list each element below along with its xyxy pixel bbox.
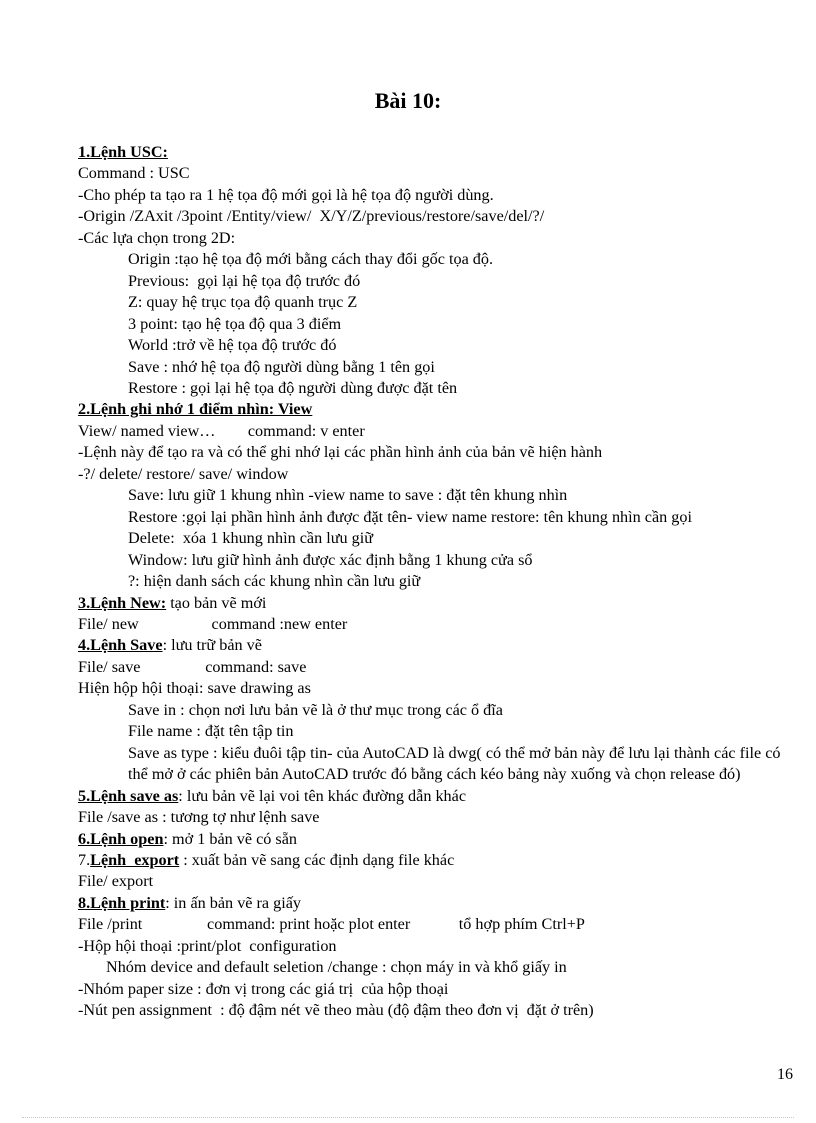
option-line: Nhóm device and default seletion /change : chọn máy in và khổ giấy in [106, 958, 567, 977]
section-heading-save: 4.Lệnh Save [78, 636, 163, 655]
document-body [78, 142, 808, 1022]
option-line: Delete: xóa 1 khung nhìn cần lưu giữ [128, 529, 374, 548]
text-line: -Origin /ZAxit /3point /Entity/view/ X/Y/Z/previous/restore/save/del/?/ [78, 207, 545, 226]
footer-divider [22, 1117, 794, 1118]
section-desc: : lưu bản vẽ lại voi tên khác đường dẫn khác [178, 786, 467, 805]
section-desc: : in ấn bản vẽ ra giấy [165, 893, 302, 912]
section-number: 7. [78, 850, 91, 869]
section-line-print [78, 893, 808, 914]
option-line: File name : đặt tên tập tin [128, 722, 294, 741]
section-heading-view: 2.Lệnh ghi nhớ 1 điểm nhìn: View [78, 400, 313, 419]
option-line: Origin :tạo hệ tọa độ mới bằng cách thay đổi gốc tọa độ. [128, 250, 494, 269]
text-line: -Nút pen assignment : độ đậm nét vẽ theo màu (độ đậm theo đơn vị đặt ở trên) [78, 1001, 594, 1020]
option-line: Save in : chọn nơi lưu bản vẽ là ở thư mục trong các ổ đĩa [128, 700, 503, 719]
option-line: ?: hiện danh sách các khung nhìn cần lưu giữ [128, 572, 421, 591]
text-line: -?/ delete/ restore/ save/ window [78, 464, 289, 483]
text-line: File/ new command :new enter [78, 614, 348, 633]
text-line: File /print command: print hoặc plot enter tổ hợp phím Ctrl+P [78, 915, 585, 934]
text-line: View/ named view… command: v enter [78, 421, 365, 440]
section-heading-save-as: 5.Lệnh save as [78, 786, 179, 805]
section-desc: : xuất bản vẽ sang các định dạng file khác [179, 850, 455, 869]
section-line-new [78, 593, 808, 614]
section-heading-open: 6.Lệnh open [78, 829, 164, 848]
option-line: 3 point: tạo hệ tọa độ qua 3 điểm [128, 314, 342, 333]
option-line: World :trở về hệ tọa độ trước đó [128, 336, 337, 355]
section-desc: : mở 1 bản vẽ có sẵn [163, 829, 297, 848]
option-line: Restore : gọi lại hệ tọa độ người dùng được đặt tên [128, 378, 458, 397]
option-line: Save : nhớ hệ tọa độ người dùng bằng 1 tên gọi [128, 357, 435, 376]
text-line: File/ save command: save [78, 657, 307, 676]
text-line: Command : USC [78, 164, 190, 183]
text-line: File/ export [78, 872, 154, 891]
option-line: Previous: gọi lại hệ tọa độ trước đó [128, 271, 361, 290]
option-line: Save: lưu giữ 1 khung nhìn -view name to save : đặt tên khung nhìn [128, 486, 568, 505]
section-heading-usc: 1.Lệnh USC: [78, 143, 168, 161]
option-line: Z: quay hệ trục tọa độ quanh trục Z [128, 293, 358, 312]
text-line: -Hộp hội thoại :print/plot configuration [78, 936, 337, 955]
option-line: Window: lưu giữ hình ảnh được xác định bằng 1 khung cửa sổ [128, 550, 533, 569]
section-heading-new: 3.Lệnh New: [78, 593, 167, 612]
page-title: Bài 10: [374, 88, 442, 113]
page-number: 16 [777, 1066, 793, 1083]
section-line-save-as [78, 786, 808, 807]
text-line: -Nhóm paper size : đơn vị trong các giá trị của hộp thoại [78, 979, 449, 998]
option-line: Restore :gọi lại phần hình ảnh được đặt tên- view name restore: tên khung nhìn cần gọi [128, 507, 692, 526]
text-line: Hiện hộp hội thoại: save drawing as [78, 679, 311, 698]
section-heading-export: Lệnh export [90, 850, 180, 869]
text-line: -Lệnh này để tạo ra và có thể ghi nhớ lại các phần hình ảnh của bản vẽ hiện hành [78, 443, 603, 462]
text-line: -Các lựa chọn trong 2D: [78, 228, 236, 247]
section-desc: : lưu trữ bản vẽ [162, 636, 262, 655]
section-line-open [78, 829, 808, 850]
text-line: File /save as : tương tợ như lệnh save [78, 808, 320, 827]
section-line-export [78, 850, 808, 871]
option-paragraph: Save as type : kiểu đuôi tập tin- của AutoCAD là dwg( có thể mở bản này để lưu lại thành các file có thể mở ở các phiên bản AutoCAD trước đó bằng cách kéo bảng này xuống và chọn release đó) [128, 743, 781, 784]
section-desc: tạo bản vẽ mới [166, 593, 267, 612]
text-line: -Cho phép ta tạo ra 1 hệ tọa độ mới gọi là hệ tọa độ người dùng. [78, 185, 494, 204]
section-heading-print: 8.Lệnh print [78, 893, 166, 912]
section-line-save [78, 635, 808, 656]
